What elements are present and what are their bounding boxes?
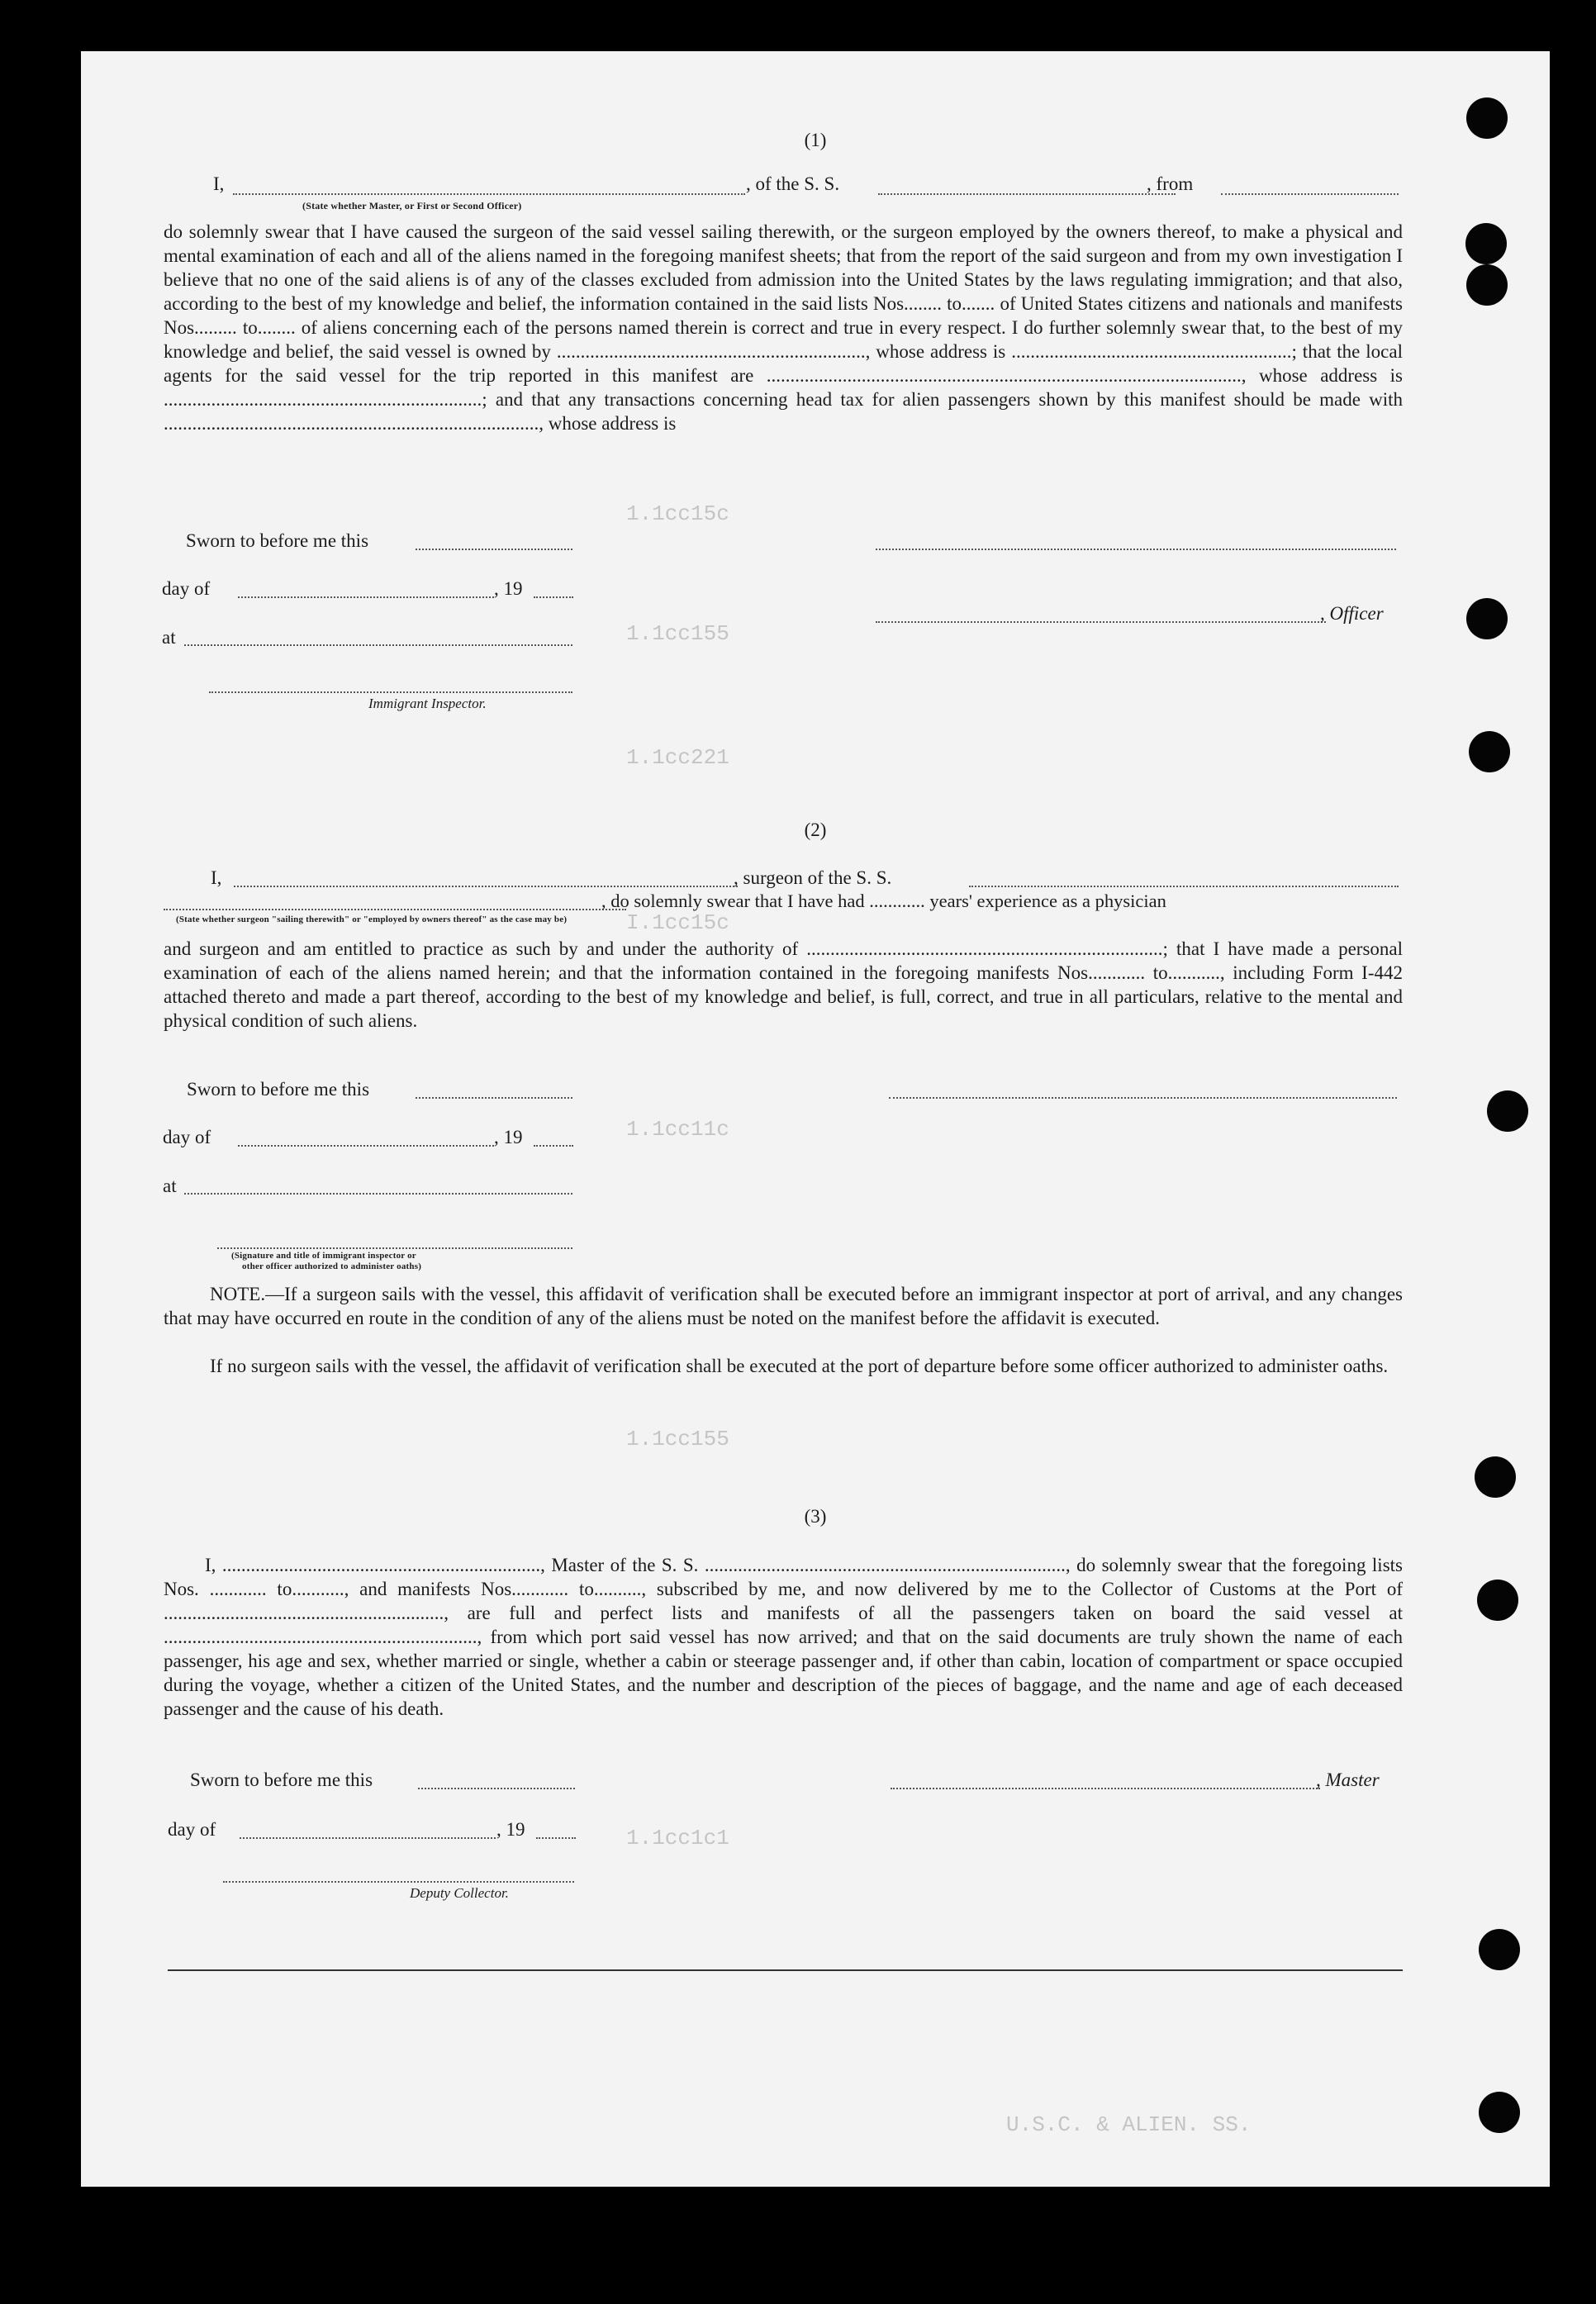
note-label: NOTE. xyxy=(210,1284,266,1304)
section-1-at-field xyxy=(184,644,572,646)
bleed-through-text: 1.1cc155 xyxy=(626,621,729,646)
section-2-vessel-field xyxy=(969,886,1399,887)
section-3-day-of-label: day of xyxy=(168,1819,216,1840)
section-2-status-field xyxy=(164,909,626,910)
master-signature xyxy=(891,1788,1320,1789)
section-1-at-label: at xyxy=(162,627,176,648)
vessel-name-field xyxy=(878,193,1176,195)
section-2-day-field xyxy=(238,1145,494,1147)
bleed-through-text: 1.1cc15c xyxy=(626,501,729,526)
section-2-year-label: , 19 xyxy=(494,1127,523,1147)
bleed-through-text: 1.1cc155 xyxy=(626,1427,729,1451)
section-1-i: I, xyxy=(213,173,225,194)
punch-hole xyxy=(1466,264,1508,306)
section-2-sworn-field xyxy=(416,1097,572,1099)
punch-hole xyxy=(1479,2092,1520,2133)
document-sheet xyxy=(81,51,1550,2187)
section-2-inspector-signature xyxy=(217,1247,572,1249)
section-1-of-ss: , of the S. S. xyxy=(746,173,840,194)
section-1-day-field xyxy=(238,596,494,598)
section-2-signature-note-1: (Signature and title of immigrant inspector or xyxy=(231,1251,416,1261)
section-2-under-label: (State whether surgeon "sailing therewith" or "employed by owners thereof" as the case may be) xyxy=(176,914,568,924)
surgeon-name-field xyxy=(234,886,738,887)
section-2-day-of-label: day of xyxy=(163,1127,211,1147)
collector-signature xyxy=(223,1881,574,1883)
punch-hole xyxy=(1479,1929,1520,1970)
section-1-year-label: , 19 xyxy=(494,578,523,599)
bleed-through-text: 1.1cc1c1 xyxy=(626,1826,729,1850)
section-1-sworn-label: Sworn to before me this xyxy=(186,530,369,551)
section-1-number: (1) xyxy=(804,130,827,150)
section-2-i: I, xyxy=(211,867,222,888)
section-2-sworn-label: Sworn to before me this xyxy=(187,1079,370,1100)
punch-hole xyxy=(1487,1090,1528,1132)
section-1-oath-text: do solemnly swear that I have caused the surgeon of the said vessel sailing therewith, or the surgeon employed by the owners thereof, to make a physical and mental examination of each and all of the aliens named in the foregoing manifest sheets; that from the report of the said surgeon and from my own investigation I believe that no one of the said aliens is of any of the classes excluded from admission into the United States by the laws regulating immigration; and that also, according to the best of my knowledge and belief, the information contained in the said lists Nos........ to....... of United States citizens and nationals and manifests Nos......... to........ of aliens concerning each of the persons named therein is correct and true in every respect. I do further solemnly swear that, to the best of my knowledge and belief, the said vessel is owned by ................................................................., whose address is ...........................................................; that the local agents for the said vessel for the trip reported in this manifest are ...................................................................................................., whose address is ...................................................................; and that any transactions concerning head tax for alien passengers shown by this manifest should be made with ..............................................................................., whose address is xyxy=(164,221,1403,434)
section-2-at-label: at xyxy=(163,1176,177,1196)
departure-port-field xyxy=(1221,193,1399,195)
surgeon-signature xyxy=(889,1097,1397,1099)
section-2-number: (2) xyxy=(804,819,827,840)
punch-hole xyxy=(1477,1580,1518,1621)
section-3-year-label: , 19 xyxy=(496,1819,525,1840)
section-2-year-field xyxy=(534,1145,573,1147)
section-2-oath-text: and surgeon and am entitled to practice as such by and under the authority of ...........................................................................; that I have made a personal examination of each of the aliens named herein; and that the information contained in the foregoing manifests Nos............ to..........., including Form I-442 attached thereto and made a part thereof, according to the best of my knowledge and belief, is full, correct, and true in all particulars, relative to the mental and physical condition of such aliens. xyxy=(164,938,1403,1031)
punch-hole xyxy=(1465,223,1507,264)
bottom-rule xyxy=(168,1969,1403,1971)
section-3-number: (3) xyxy=(804,1506,827,1527)
bleed-through-text: I.1cc15c xyxy=(626,910,729,935)
bleed-through-text: 1.1cc221 xyxy=(626,745,729,770)
section-3-sworn-field xyxy=(418,1788,575,1789)
section-1-year-field xyxy=(534,596,573,598)
bleed-through-text: 1.1cc11c xyxy=(626,1117,729,1142)
punch-hole xyxy=(1469,731,1510,772)
punch-hole xyxy=(1466,97,1508,139)
section-2-at-field xyxy=(184,1193,572,1195)
section-1-inspector-label: Immigrant Inspector. xyxy=(368,696,487,711)
section-3-year-field xyxy=(536,1837,576,1839)
section-1-officer-field xyxy=(876,621,1326,623)
section-1-day-of-label: day of xyxy=(162,578,211,599)
section-3-master-label: , Master xyxy=(1316,1770,1380,1790)
section-2-signature-note-2: other officer authorized to administer oaths) xyxy=(242,1261,422,1271)
punch-hole xyxy=(1475,1456,1516,1498)
section-3-collector-label: Deputy Collector. xyxy=(410,1885,509,1901)
section-3-oath-text: I, ..................................................................., Master of the S. S. ............................................................................, do solemnly swear that the foregoing lists Nos. ............ to..........., and manifests Nos............ to.........., subscribed by me, and now delivered by me to the Collector of Customs at the Port of ..........................................................., are full and perfect lists and manifests of all the passengers taken on board the said vessel at .................................................................., from which port said vessel has now arrived; and that on the said documents are truly shown the name of each passenger, his age and sex, whether married or single, whether a cabin or steerage passenger and, if other than cabin, location of compartment or space occupied during the voyage, whether a citizen of the United States, and the number and description of the pieces of baggage, and the name and age of each deceased passenger and the cause of his death. xyxy=(164,1555,1403,1719)
section-3-sworn-label: Sworn to before me this xyxy=(190,1770,373,1790)
section-1-inspector-signature xyxy=(209,691,572,693)
punch-hole xyxy=(1466,598,1508,639)
bleed-through-text: U.S.C. & ALIEN. SS. xyxy=(1006,2112,1252,2137)
section-1-sworn-field xyxy=(416,549,572,550)
master-name-field xyxy=(233,193,745,195)
section-1-officer-signature xyxy=(876,549,1396,550)
section-1-officer-label: , Officer xyxy=(1320,603,1384,624)
section-1-under-label: (State whether Master, or First or Second Officer) xyxy=(302,200,522,211)
section-1-from: , from xyxy=(1147,173,1194,194)
section-2-surgeon-of: , surgeon of the S. S. xyxy=(734,867,892,888)
note-text: —If a surgeon sails with the vessel, this affidavit of verification shall be executed before an immigrant inspector at port of arrival, and any changes that may have occurred en route in the condition of any of the aliens must be noted on the manifest before the affidavit is executed. xyxy=(164,1284,1403,1328)
section-2-note-2: If no surgeon sails with the vessel, the affidavit of verification shall be executed at the port of departure before some officer authorized to administer oaths. xyxy=(210,1356,1389,1376)
section-2-swear-line: , do solemnly swear that I have had ............ years' experience as a physician xyxy=(601,891,1166,911)
section-3-day-field xyxy=(240,1837,496,1839)
section-2-note-1 xyxy=(164,1282,1403,1330)
